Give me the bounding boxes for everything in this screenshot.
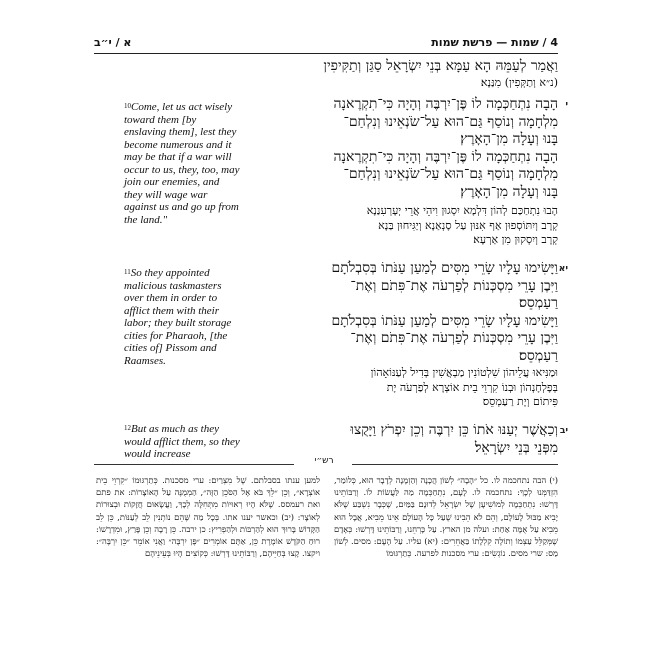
english-verse-10 bbox=[124, 101, 240, 226]
verse-number: 12 bbox=[124, 424, 131, 432]
english-verse-text: But as much as they would afflict them, so they would increase bbox=[124, 423, 240, 460]
header-chapter-ref: א / י״ב bbox=[94, 36, 132, 49]
rashi-column-right bbox=[334, 474, 558, 559]
english-verse-text: Come, let us act wisely toward them [by enslaving them], lest they become numerous and it may be that if a war will occur to us, they, too, may join our enemies, and they will wage war against us and go up from the land." bbox=[124, 101, 240, 226]
verse-number: יב bbox=[559, 426, 568, 436]
verse-10-block: י הָבָה נִתְחַכְּמָה לוֹ פֶּן־יִרְבֶּה וְהָיָה כִּי־תִקְרֶאנָה מִלְחָמָה וְנוֹסַף גַּם־הוּא עַל־שֹׂנְאֵינוּ וְנִלְחַם־ בָּנוּ וְעָלָה מִן־הָאָרֶץ׃ הָבָה נִתְחַכְּמָה לוֹ פֶּן־יִרְבֶּה וְהָיָה כִּי־תִקְרֶאנָה מִלְחָמָה וְנוֹסַף גַּם־הוּא עַל־שֹׂנְאֵינוּ וְנִלְחַם־ בָּנוּ וְעָלָה מִן־הָאָרֶץ׃ bbox=[333, 96, 568, 200]
targum-verse-10: הָבוּ נִתְחַכַּם לְהוֹן דִּלְמָא יִסְגוּן וִיהֵי אֲרֵי יְעָרְעִנַנָא קְרָב וְיִתּוֹסְפוּן אַף אִנּוּן עַל סָנְאַנָא וְיַגִּיחוּן בַּנָא קְרָב וְיִסְקוּן מִן אַרְעָא׃ bbox=[366, 204, 558, 247]
rashi-column-left bbox=[96, 474, 320, 559]
rashi-divider-left bbox=[94, 464, 294, 465]
rashi-text: למען ענתו בסבלתם. שֶׁל מִצְרַיִם: ערי מסכנות. כְּתַרְגּוּמוֹ ״קִרְוֵי בֵית אוֹצְרָא״, וְכֵן ״לֵךְ בֹּא אֶל הַסֹּכֵן הַזֶּה״, הַמְמֻנֶּה עַל הָאוֹצָרוֹת: את פתם ואת רעמסס. שֶׁלֹּא הָיוּ רְאוּיוֹת מִתְּחִלָּה לְכָךְ, וַעֲשָׂאוּם חֲזָקוֹת וּבְצוּרוֹת לְאוֹצָר: (יב) וכאשר יענו אתו. בְּכָל מַה שֶּׁהֵם נוֹתְנִין לֵב לְעַנּוֹת, כֵּן לֵב הַקָּדוֹשׁ בָּרוּךְ הוּא לְהַרְבּוֹת וּלְהַפְרִיץ: כן ירבה. כֵּן רָבָה וְכֵן פָּרַץ, וּמִדְרָשׁוֹ: רוּחַ הַקֹּדֶשׁ אוֹמֶרֶת כֵּן, אַתֶּם אוֹמְרִים ״פֶּן יִרְבֶּה״ וַאֲנִי אוֹמֵר ״כֵּן יִרְבֶּה״: ויקצו. קָצוּ בְּחַיֵּיהֶם, וְרַבּוֹתֵינוּ דָּרְשׁוּ: כְּקוֹצִים הָיוּ בְּעֵינֵיהֶם bbox=[96, 475, 320, 559]
verse-number: 10 bbox=[124, 102, 131, 110]
english-verse-text: So they appointed malicious taskmasters over them in order to afflict them with their labor; they built storage cities for Pharaoh, [the cities of] Pissom and Raamses. bbox=[124, 267, 232, 367]
english-verse-11 bbox=[124, 267, 240, 367]
targum-verse-11: וּמַנִּיאוּ עֲלֵיהוֹן שִׁלְטוֹנִין מַבְאֲשִׁין בְּדִיל לְעַנּוֹאָהוֹן בְּפָלְחָנְהוֹן וּבְנוֹ קִרְוֵי בֵית אוֹצְרָא לְפַרְעֹה יָת פִּיתוֹם וְיָת רַעַמְסֵס׃ bbox=[370, 366, 558, 409]
targum-line-top: וַאֲמַר לְעַמֵּהּ הָא עַמָּא בְּנֵי יִשְׂרָאֵל סַגַּן וְתַקִּיפִין (נ״א וְתַקְּפִין) מִנַּנָא׃ bbox=[323, 58, 558, 89]
rashi-divider-right bbox=[352, 464, 558, 465]
english-verse-12 bbox=[124, 423, 240, 461]
verse-11-block: יא וַיָּשִׂימוּ עָלָיו שָׂרֵי מִסִּים לְמַעַן עַנֹּתוֹ בְּסִבְלֹתָם וַיִּבֶן עָרֵי מִסְכְּנוֹת לְפַרְעֹה אֶת־פִּתֹם וְאֶת־ רַעַמְסֵס׃ וַיָּשִׂימוּ עָלָיו שָׂרֵי מִסִּים לְמַעַן עַנֹּתוֹ בְּסִבְלֹתָם וַיִּבֶן עָרֵי מִסְכְּנוֹת לְפַרְעֹה אֶת־פִּתֹם וְאֶת־ רַעַמְסֵס׃ bbox=[331, 260, 568, 364]
verse-12-block: יב וְכַאֲשֶׁר יְעַנּוּ אֹתוֹ כֵּן יִרְבֶּה וְכֵן יִפְרֹץ וַיָּקֻצוּ מִפְּנֵי בְּנֵי יִשְׂרָאֵל׃ bbox=[350, 422, 568, 456]
rashi-text: (י) הבה נתחכמה לו. כל ״הָבָה״ לְשׁוֹן הֲכָנָה וְהַזְמָנָה לְדָבָר הוּא, כְּלוֹמַר, הִזְדַּמְּנוּ לְכָךְ: נתחכמה לו. לָעָם, נִתְחַכְּמָה מַה לַּעֲשׂוֹת לוֹ. וְרַבּוֹתֵינוּ דָּרְשׁוּ: נִתְחַכְּמָה לְמוֹשִׁיעָן שֶׁל יִשְׂרָאֵל לְדוּנָם בַּמַּיִם, שֶׁכְּבָר נִשְׁבַּע שֶׁלֹּא יָבִיא מַבּוּל לָעוֹלָם, וְהֵם לֹא הֵבִינוּ שֶׁעַל כָּל הָעוֹלָם אֵינוֹ מֵבִיא, אֲבָל הוּא מֵבִיא עַל אֻמָּה אַחַת: ועלה מן הארץ. עַל כָּרְחֵנוּ, וְרַבּוֹתֵינוּ דָּרְשׁוּ: כְּאָדָם שֶׁמְּקַלֵּל עַצְמוֹ וְתוֹלֶה קִלְלָתוֹ בַּאֲחֵרִים: (יא) עליו. עַל הָעָם: מסים. לְשׁוֹן מַס: שרי מסים. נוֹגְשִׂים: ערי מסכנות לפרעה. כְּתַרְגּוּמוֹ bbox=[334, 475, 558, 559]
verse-number: 11 bbox=[124, 268, 131, 276]
header-title: 4 / שמות — פרשת שמות bbox=[431, 36, 558, 49]
verse-number: י bbox=[565, 100, 568, 110]
verse-number: יא bbox=[558, 264, 568, 274]
rashi-title: רש״י bbox=[314, 456, 334, 466]
header-rule bbox=[94, 53, 558, 54]
